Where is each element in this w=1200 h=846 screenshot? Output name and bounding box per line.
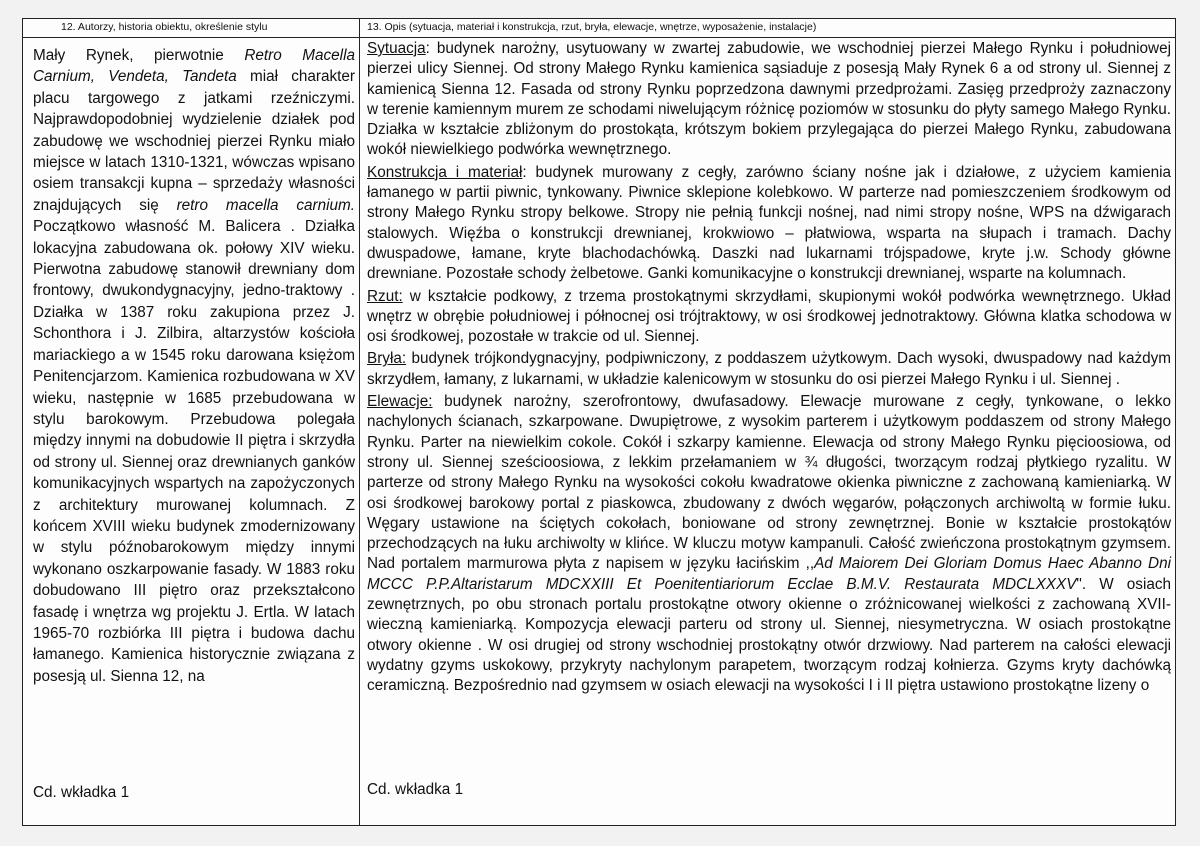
bryla-title: Bryła: xyxy=(367,350,407,368)
sytuacja-text: : budynek narożny, usytuowany w zwartej zabudowie, we wschodniej pierzei Małego Rynku i południowej pierzei ulicy Siennej. Od strony Małego Rynku kamienica sąsiaduje z posesją Mały Rynek 6 a od strony ul. Siennej z kamienicą Sienna 12. Fasada od strony Rynku poprzedzona dawnymi przedprożami. Zasięg przedproży zaznaczony w terenie kamiennym murem ze schodami niwelującym różnicę poziomów w stosunku do płyty samego Małego Rynku. Działka w kształcie zbliżonym do prostokąta, krótszym bokiem przylegająca do pierzei Małego Rynku, zabudowana wokół niewielkiego podwórka wewnętrznego. xyxy=(367,40,1171,159)
section-sytuacja xyxy=(367,39,1171,161)
history-text-3: Początkowo własność M. Balicera . Działka lokacyjna zabudowana ok. połowy XIV wieku. Pierwotna zabudowę stanowił drewniany dom frontowy, dwukondygnacyjny, jedno-traktowy . Działka w 1387 roku zakupiona przez J. Schonthora i J. Zilbira, altarzystów kościoła mariackiego a w 1545 roku darowana księżom Penitencjarzom. Kamienica rozbudowana w XV wieku, następnie w 1685 przebudowana w stylu barokowym. Przebudowa polegała między innymi na dobudowie II piętra i skrzydła od strony ul. Siennej oraz drewnianych ganków komunikacyjnych wspartych na zapożyczonych z architektury murowanej kolumnach. Z końcem XVIII wieku budynek zmodernizowany w stylu późnobarokowym między innymi wykonano oszkarpowanie fasady. W 1883 roku dobudowano III piętro oraz przekształcono fasadę i wnętrza wg projektu J. Ertla. W latach 1965-70 rozbiórka III piętra i budowa dachu łamanego. Kamienica historycznie związana z posesją ul. Sienna 12, na xyxy=(33,218,355,685)
konstrukcja-title: Konstrukcja i materiał xyxy=(367,163,523,181)
continued-note-right: Cd. wkładka 1 xyxy=(367,781,464,798)
elewacje-title: Elewacje: xyxy=(367,393,433,411)
description-column xyxy=(367,39,1171,699)
bryla-text: budynek trójkondygnacyjny, podpiwniczony, z poddaszem użytkowym. Dach wysoki, dwuspadowy nad każdym skrzydłem, łamany, z lukarnami, w układzie kalenicowym w stosunku do osi pierzei Małego Rynku i ul. Siennej . xyxy=(367,350,1171,388)
header-right: 13. Opis (sytuacja, materiał i konstrukcja, rzut, bryła, elewacje, wnętrze, wyposażenie, instalacje) xyxy=(367,21,817,33)
section-bryla xyxy=(367,349,1171,390)
header-left: 12. Autorzy, historia obiektu, określenie stylu xyxy=(61,21,268,33)
rzut-title: Rzut: xyxy=(367,287,403,305)
latin-inscription: Ad Maiorem Dei Gloriam Domus Haec Abanno Dni MCCC P.P.Altaristarum MDCXXIII Et Poenitentiariorum Ecclae B.M.V. Restaurata MDCLXXXV xyxy=(367,555,1171,593)
elewacje-text: budynek narożny, szerofrontowy, dwufasadowy. Elewacje murowane z cegły, tynkowane, o lekko nachylonych ścianach, szkarpowane. Dwupiętrowe, z wysokim parterem i użytkowym poddaszem od strony Małego Rynku. Parter na niewielkim cokole. Cokół i szkarpy kamienne. Elewacja od strony Małego Rynku pięcioosiowa, od strony ul. Siennej sześcioosiowa, z lekkim przełamaniem w ¾ długości, tworzącym rodzaj płytkiego ryzalitu. W parterze od strony Małego Rynku na wysokości cokołu kwadratowe okienka piwniczne z zachowaną kamieniarką. W osi środkowej barokowy portal z piaskowca, zbudowany z dwóch węgarów, połączonych archiwoltą w formie łuku. Węgary ustawione na ściętych cokołach, boniowane od strony zewnętrznej. Bonie w kształcie prostokątów przechodzących na łuku archiwolty w klińce. W kluczu motyw kampanuli. Całość zwieńczona prostokątnym gzymsem. Nad portalem marmurowa płyta z napisem w języku łacińskim ,, xyxy=(367,393,1171,573)
column-divider xyxy=(359,19,360,825)
section-rzut xyxy=(367,287,1171,348)
konstrukcja-text: : budynek murowany z cegły, zarówno ściany nośne jak i działowe, z użyciem kamienia łamanego w partii piwnic, tynkowany. Piwnice sklepione kolebkowo. W parterze nad pomieszczeniem środkowym od strony Małego Rynku stropy belkowe. Stropy nie pełnią funkcji nośnej, nad nimi stropy nośne, WPS na dźwigarach stalowych. Więźba o konstrukcji drewnianej, krokwiowo – płatwiowa, wsparta na słupach i tramach. Dachy dwuspadowe, łamane, kryte blachodachówką. Daszki nad lukarnami trójspadowe, kryte j.w. Schody główne drewniane. Pozostałe schody żelbetowe. Ganki komunikacyjne o konstrukcji drewnianej, wsparte na kolumnach. xyxy=(367,163,1171,283)
history-italic-2: retro macella carnium. xyxy=(176,196,355,214)
form-sheet xyxy=(22,18,1176,826)
sytuacja-title: Sytuacja xyxy=(367,40,426,57)
header-divider xyxy=(23,37,1175,38)
continued-note-left: Cd. wkładka 1 xyxy=(33,784,130,801)
rzut-text: w kształcie podkowy, z trzema prostokątnymi skrzydłami, skupionymi wokół podwórka wewnętrznego. Układ wnętrz w obrębie południowej i północnej osi trójtraktowy, w osi środkowej jednotraktowy. Główna klatka schodowa w osi środkowej, pozostałe w trakcie od ul. Siennej. xyxy=(367,287,1171,346)
history-text-2: miał charakter placu targowego z jatkami rzeźniczymi. Najprawdopodobniej wydzielenie działek pod zabudowę we wschodniej pierzei Rynku miało miejsce w latach 1310-1321, wówczas wpisano osiem transakcji kupna – sprzedaży własności znajdujących się xyxy=(33,68,356,214)
history-column xyxy=(33,45,355,687)
section-elewacje xyxy=(367,392,1171,696)
elewacje-text-2: ". W osiach zewnętrznych, po obu stronach portalu prostokątne otwory okienne o zróżnicowanej wielkości z zachowaną XVII-wieczną kamieniarką. Kompozycja elewacji parteru od strony ul. Siennej, niesymetryczna. W osiach prostokątne otwory okienne . W osi drugiej od strony wschodniej prostokątny otwór drzwiowy. Nad parterem na całości elewacji wydatny gzyms uskokowy, przykryty nachylonym parapetem, tworzącym rodzaj kołnierza. Gzyms kryty dachówką ceramiczną. Bezpośrednio nad gzymsem w osiach elewacji na wysokości I i II piętra ustawiono prostokątne lizeny o xyxy=(367,575,1172,695)
history-text xyxy=(33,45,355,687)
history-text-1: Mały Rynek, pierwotnie xyxy=(33,47,245,64)
section-konstrukcja xyxy=(367,163,1171,285)
history-italic-1: Retro Macella Carnium, Vendeta, Tandeta xyxy=(33,47,355,86)
